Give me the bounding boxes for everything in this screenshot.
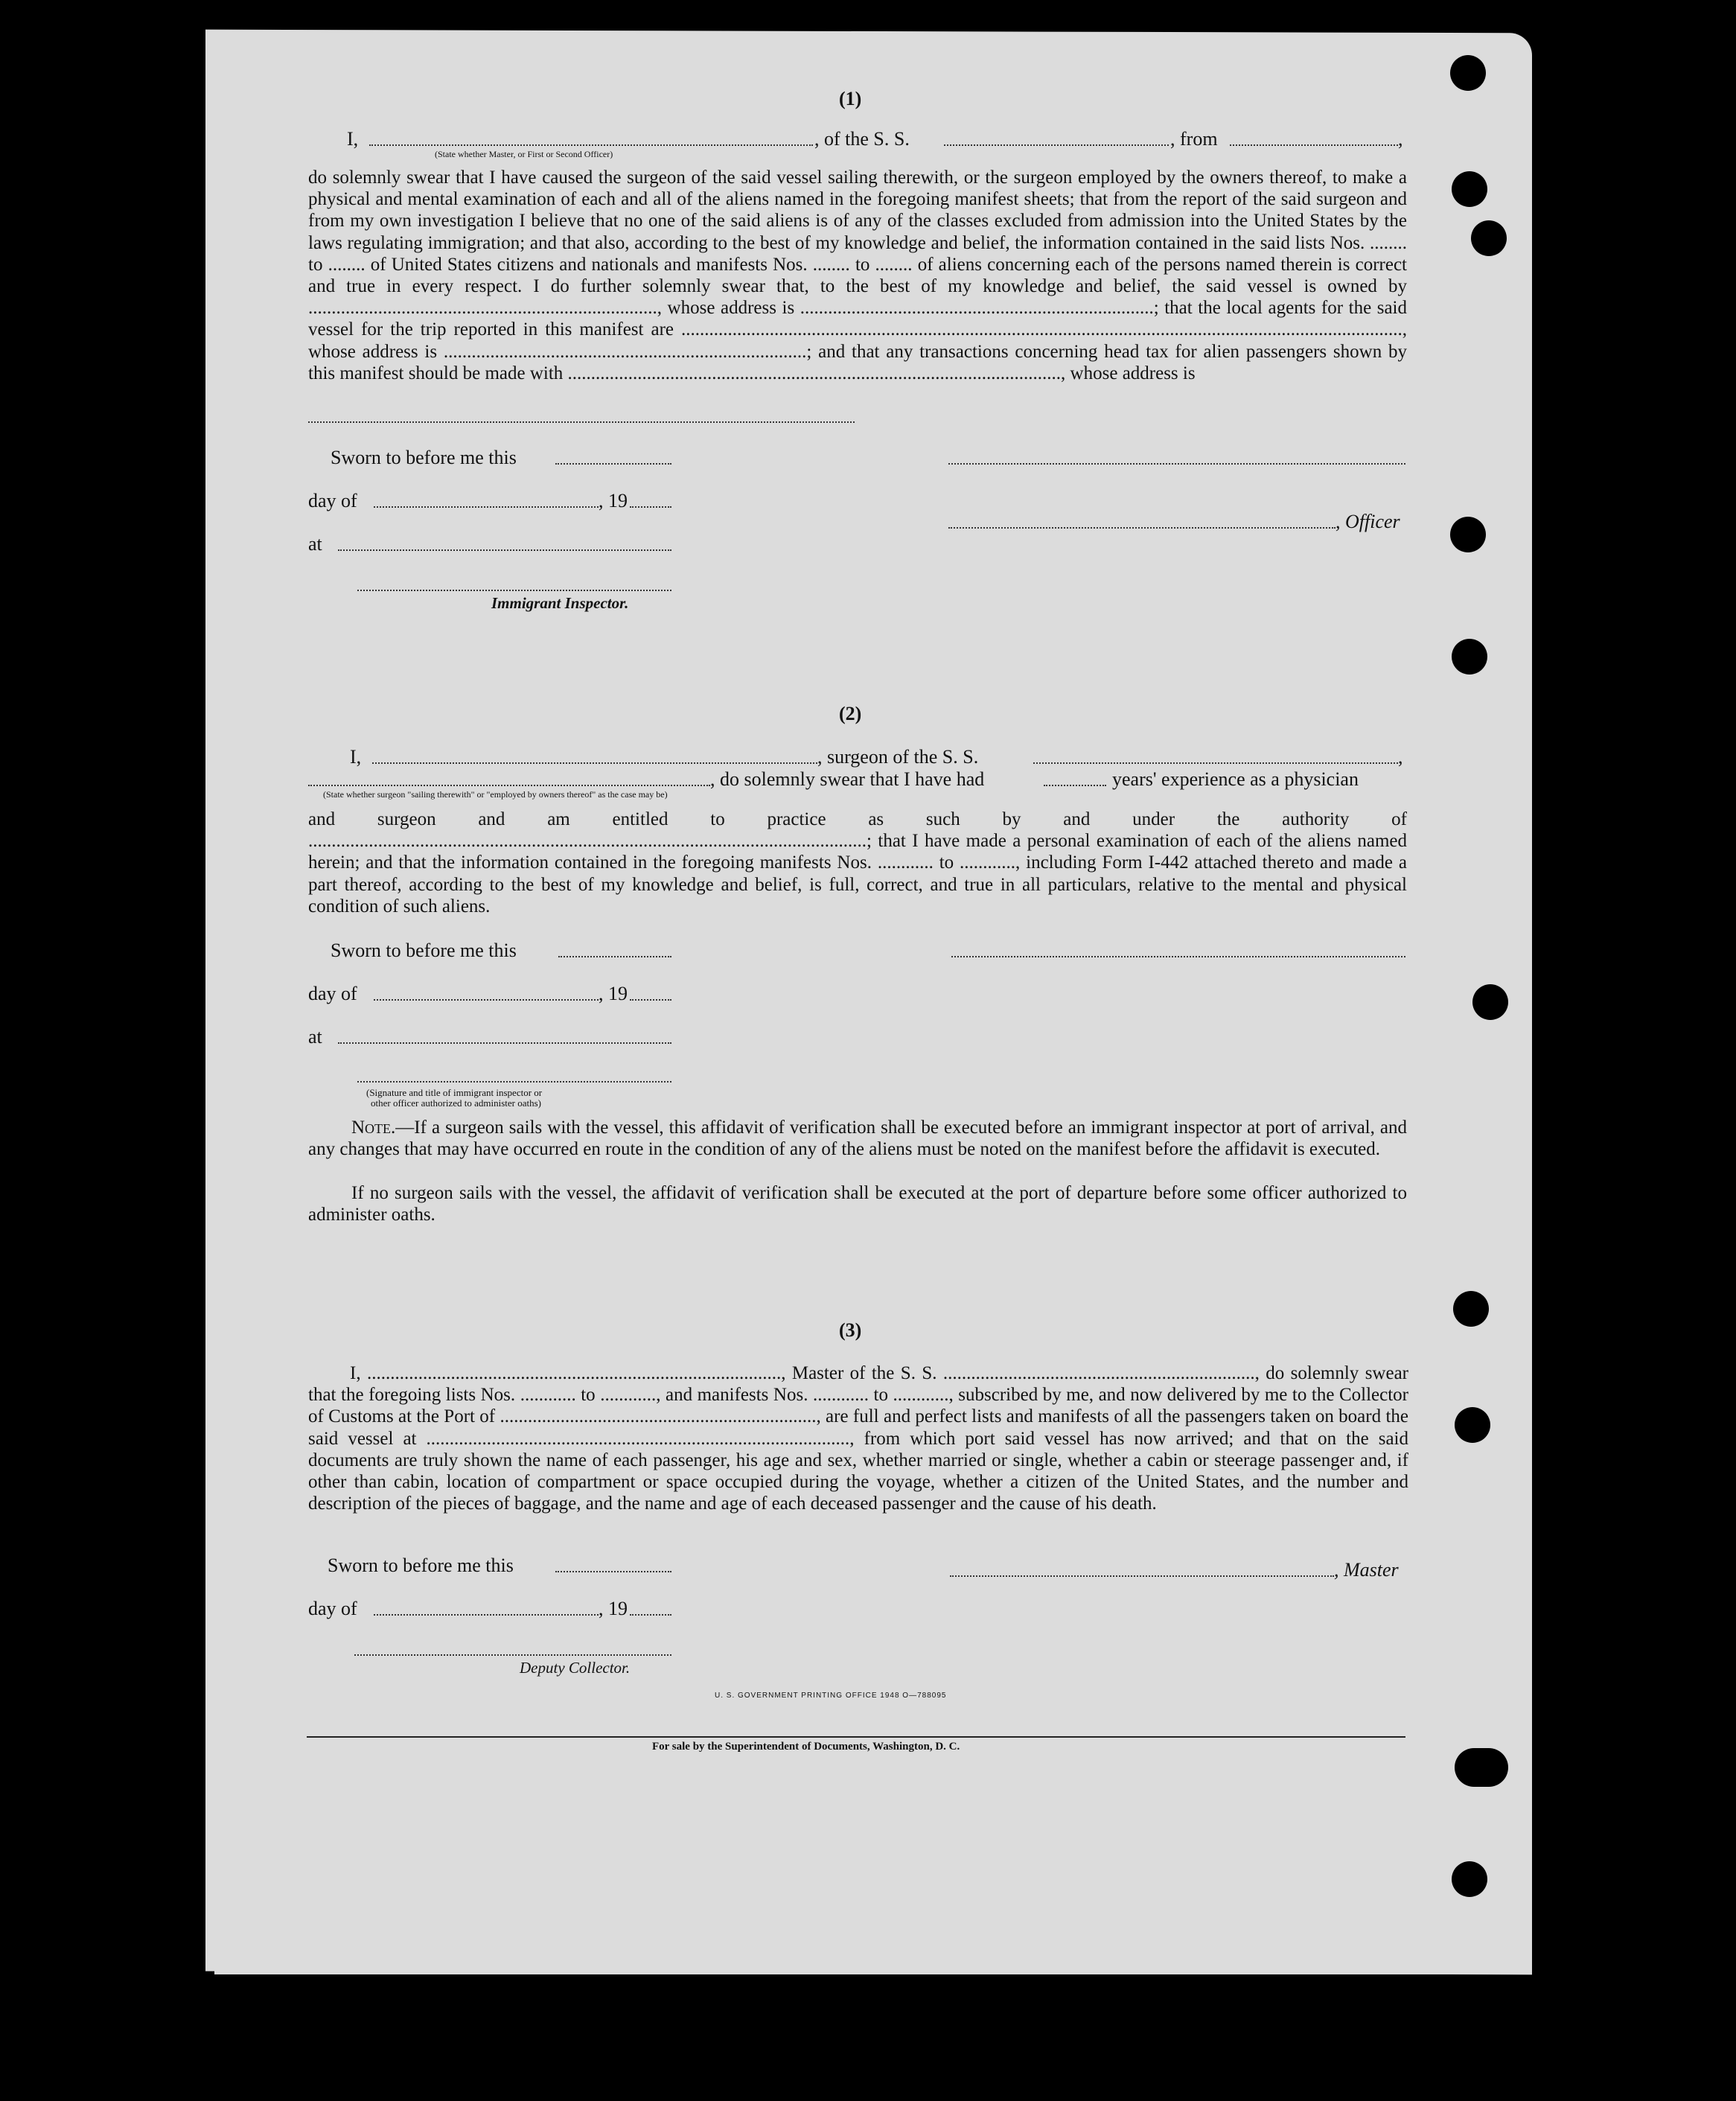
s2-sig-caption-2: other officer authorized to administer oaths) [371,1097,541,1109]
s3-sworn-blank[interactable] [555,1571,671,1572]
s1-officer-label: , Officer [1335,511,1400,532]
s2-signature-blank[interactable] [951,956,1405,957]
s3-day-of-label: day of [308,1598,357,1619]
s2-note [308,1117,1407,1160]
s1-line-end: , [1398,128,1403,150]
binder-hole [1455,1748,1508,1787]
binder-hole [1452,171,1487,207]
s2-sworn-blank[interactable] [558,956,671,957]
s1-ship-name-blank[interactable] [944,144,1169,146]
s1-address-blank[interactable] [308,421,855,423]
form-page-bottom [214,1906,1526,1974]
s1-year-blank[interactable] [630,506,671,508]
binder-hole [1450,55,1486,91]
s3-sworn-label: Sworn to before me this [328,1555,514,1576]
footer-rule [307,1736,1405,1738]
s2-surgeon-name-blank[interactable] [372,762,817,764]
s1-i-label: I, [347,128,359,150]
s2-year-label: , 19 [599,983,628,1004]
s2-years-blank[interactable] [1044,785,1106,786]
s1-officer-blank[interactable] [948,527,1335,529]
s1-officer-caption: (State whether Master, or First or Second Officer) [435,149,613,159]
s2-day-blank[interactable] [374,999,599,1001]
binder-hole [1450,517,1486,552]
binder-hole [1472,984,1508,1020]
s1-sworn-label: Sworn to before me this [331,447,517,468]
s3-collector-caption: Deputy Collector. [520,1659,631,1677]
section-1-heading: (1) [839,88,862,109]
s1-signature-blank[interactable] [948,463,1405,465]
s3-day-blank[interactable] [374,1614,599,1616]
s1-inspector-blank[interactable] [357,590,671,591]
s3-year-blank[interactable] [630,1614,671,1616]
s1-at-blank[interactable] [338,549,671,551]
s1-oath-paragraph: do solemnly swear that I have caused the surgeon of the said vessel sailing therewith, or the surgeon employed by the owners thereof, to make a physical and mental examination of each and all of the aliens named in the foregoing manifest sheets; that from the report of the said surgeon and from my own investigation I believe that no one of the said aliens is of any of the classes excluded from admission into the United States by the laws regulating immigration; and that also, according to the best of my knowledge and belief, the information contained in the said lists Nos. ........ to ........ of United States citizens and nationals and manifests Nos. ........ to ........ of aliens concerning each of the persons named therein is correct and true in every respect. I do further solemnly swear that, to the best of my knowledge and belief, the said vessel is owned by ..........................................................................., whose address is ............................................................................; that the local agents for the said vessel for the trip reported in this manifest are ..........................................................................................................................................................., whose address is ..............................................................................; and that any transactions concerning head tax for alien passengers shown by this manifest should be made with .........................................................................................................., whose address is [308,168,1407,383]
for-sale-line: For sale by the Superintendent of Documents, Washington, D. C. [652,1741,960,1753]
section-2-heading: (2) [839,703,862,724]
s1-inspector-caption: Immigrant Inspector. [491,594,629,612]
s1-ss-label: , of the S. S. [814,128,910,150]
s1-from-blank[interactable] [1230,144,1398,146]
s3-master-label: , Master [1334,1559,1399,1581]
s3-master-blank[interactable] [950,1575,1334,1577]
s2-ship-name-blank[interactable] [1033,762,1398,764]
s2-swear-label: , do solemnly swear that I have had [710,768,985,790]
s1-at-label: at [308,533,322,555]
binder-hole [1452,639,1487,675]
s2-sailing-caption: (State whether surgeon "sailing therewith" or "employed by owners thereof" as the case may be) [323,789,668,800]
s2-note-label: Note. [351,1118,396,1138]
binder-hole [1471,220,1507,256]
s1-day-of-label: day of [308,490,357,511]
s2-sworn-label: Sworn to before me this [331,940,517,961]
binder-hole [1455,1407,1490,1443]
s2-day-of-label: day of [308,983,357,1004]
s1-from-label: , from [1170,128,1218,150]
s1-sworn-blank[interactable] [555,463,671,465]
s2-inspector-signature-blank[interactable] [357,1081,671,1083]
s2-i-label: I, [350,746,362,768]
s2-line-end: , [1398,746,1403,768]
s2-at-blank[interactable] [338,1042,671,1044]
s2-ss-label: , surgeon of the S. S. [817,746,979,768]
printing-office-line: U. S. GOVERNMENT PRINTING OFFICE 1948 O—788095 [715,1692,947,1700]
s2-note-text: —If a surgeon sails with the vessel, this affidavit of verification shall be executed before an immigrant inspector at port of arrival, and any changes that may have occurred en route in the condition of any of the aliens must be noted on the manifest before the affidavit is executed. [308,1118,1407,1160]
s1-year-label: , 19 [599,490,628,511]
s1-day-blank[interactable] [374,506,599,508]
binder-hole [1452,1861,1487,1897]
s2-years-label: years' experience as a physician [1112,768,1359,790]
s3-year-label: , 19 [599,1598,628,1619]
s2-sig-caption-1: (Signature and title of immigrant inspector or [366,1087,543,1098]
s2-oath-paragraph: and surgeon and am entitled to practice as such by and under the authority of ........................................................................................................................; that I have made a personal examination of each of the aliens named herein; and that the information contained in the foregoing manifests Nos. ............ to ............, including Form I-442 attached thereto and made a part thereof, according to the best of my knowledge and belief, is full, correct, and true in all particulars, relative to the mental and physical condition of such aliens. [308,809,1407,916]
binder-hole [1453,1291,1489,1327]
section-3-heading: (3) [839,1319,862,1341]
s2-year-blank[interactable] [630,999,671,1001]
s1-officer-name-blank[interactable] [369,144,813,146]
s3-collector-blank[interactable] [354,1654,671,1656]
s2-at-label: at [308,1026,322,1048]
s2-sailing-blank[interactable] [308,785,710,786]
s2-note-2: If no surgeon sails with the vessel, the affidavit of verification shall be executed at the port of departure before some officer authorized to administer oaths. [308,1183,1407,1225]
s3-oath-paragraph: I, ........................................................................................., Master of the S. S. ..................................................................., do solemnly swear that the foregoing lists Nos. ............ to ............, and manifests Nos. ............ to ............, subscribed by me, and now delivered by me to the Collector of Customs at the Port of ...................................................................., are full and perfect lists and manifests of all the passengers taken on board the said vessel at ..........................................................................................., from which port said vessel has now arrived; and that on the said documents are truly shown the name of each passenger, his age and sex, whether married or single, whether a cabin or steerage passenger and, if other than cabin, location of compartment or space occupied during the voyage, whether a citizen of the United States, and the number and description of the pieces of baggage, and the name and age of each deceased passenger and the cause of his death. [308,1363,1408,1514]
